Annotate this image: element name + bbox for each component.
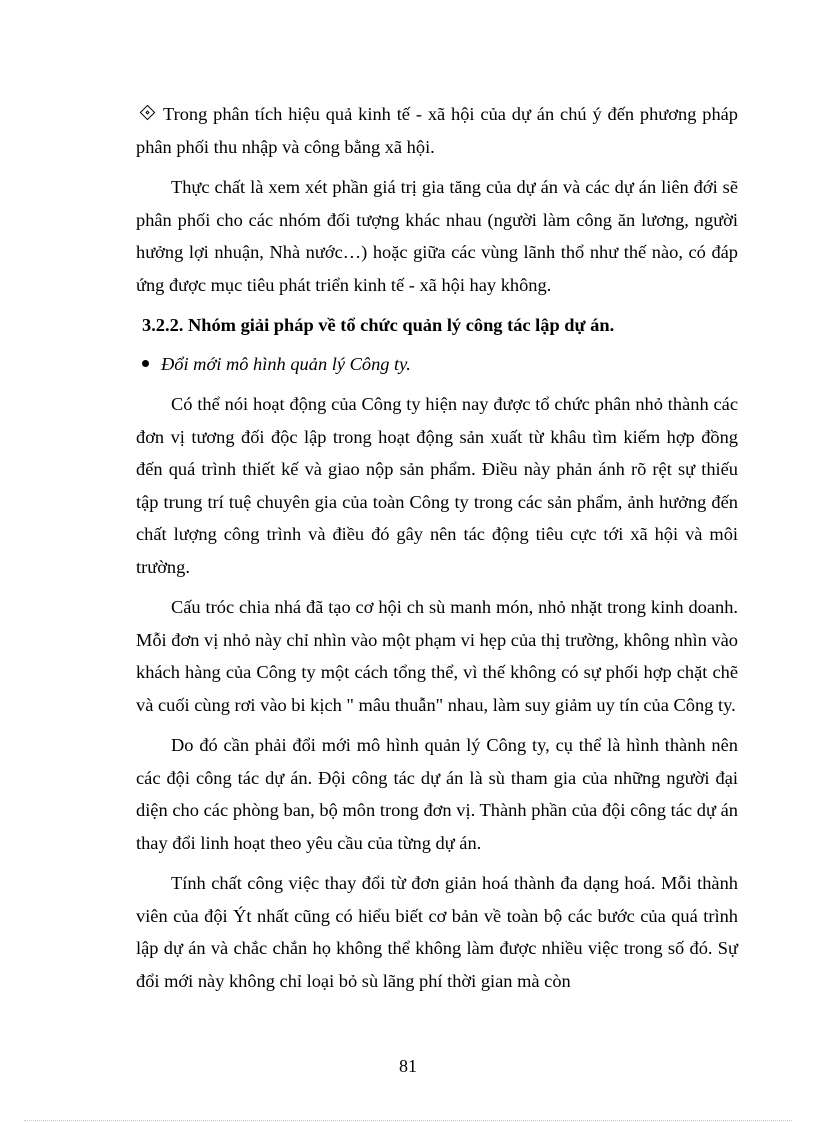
- bullet-item: [136, 348, 738, 381]
- intro-paragraph-text: Trong phân tích hiệu quả kinh tế - xã hội của dự án chú ý đến phương pháp phân phối thu nhập và công bằng xã hội.: [136, 104, 738, 157]
- diamond-bullet-icon: [140, 105, 156, 121]
- footer-divider: [24, 1120, 792, 1121]
- section-heading: 3.2.2. Nhóm giải pháp về tổ chức quản lý công tác lập dự án.: [142, 315, 615, 335]
- round-bullet-icon: [142, 360, 149, 367]
- bullet-item-text: Đổi mới mô hình quản lý Công ty.: [161, 353, 411, 374]
- paragraph-company-activity: Có thể nói hoạt động của Công ty hiện nay được tổ chức phân nhỏ thành các đơn vị tương đối độc lập trong hoạt động sản xuất từ khâu tìm kiếm hợp đồng đến quá trình thiết kế và giao nộp sản phẩm. Điều này phản ánh rõ rệt sự thiếu tập trung trí tuệ chuyên gia của toàn Công ty trong các sản phẩm, ảnh hưởng đến chất lượng công trình và điều đó gây nên tác động tiêu cực tới xã hội và môi trường.: [136, 394, 738, 577]
- paragraph-structure: Cấu tróc chia nhá đã tạo cơ hội ch sù manh món, nhỏ nhặt trong kinh doanh. Mỗi đơn vị nhỏ này chỉ nhìn vào một phạm vi hẹp của thị trường, không nhìn vào khách hàng của Công ty một cách tổng thể, vì thế không có sự phối hợp chặt chẽ và cuối cùng rơi vào bi kịch " mâu thuẫn" nhau, làm suy giảm uy tín của Công ty.: [136, 597, 738, 715]
- page-number: 81: [399, 1056, 417, 1076]
- paragraph-value-added: Thực chất là xem xét phần giá trị gia tăng của dự án và các dự án liên đới sẽ phân phối cho các nhóm đối tượng khác nhau (người làm công ăn lương, người hưởng lợi nhuận, Nhà nước…) hoặc giữa các vùng lãnh thổ như thế nào, có đáp ứng được mục tiêu phát triển kinh tế - xã hội hay không.: [136, 177, 738, 295]
- intro-paragraph: [136, 98, 738, 163]
- paragraph-work-nature: Tính chất công việc thay đổi từ đơn giản hoá thành đa dạng hoá. Mỗi thành viên của đội Ýt nhất cũng có hiểu biết cơ bản về toàn bộ các bước của quá trình lập dự án và chắc chắn họ không thể không làm được nhiều việc trong số đó. Sự đổi mới này không chỉ loại bỏ sù lãng phí thời gian mà còn: [136, 873, 738, 991]
- page-body: [136, 98, 738, 1005]
- paragraph-project-teams: Do đó cần phải đổi mới mô hình quản lý Công ty, cụ thể là hình thành nên các đội công tác dự án. Đội công tác dự án là sù tham gia của những người đại diện cho các phòng ban, bộ môn trong đơn vị. Thành phần của đội công tác dự án thay đổi linh hoạt theo yêu cầu của từng dự án.: [136, 735, 738, 853]
